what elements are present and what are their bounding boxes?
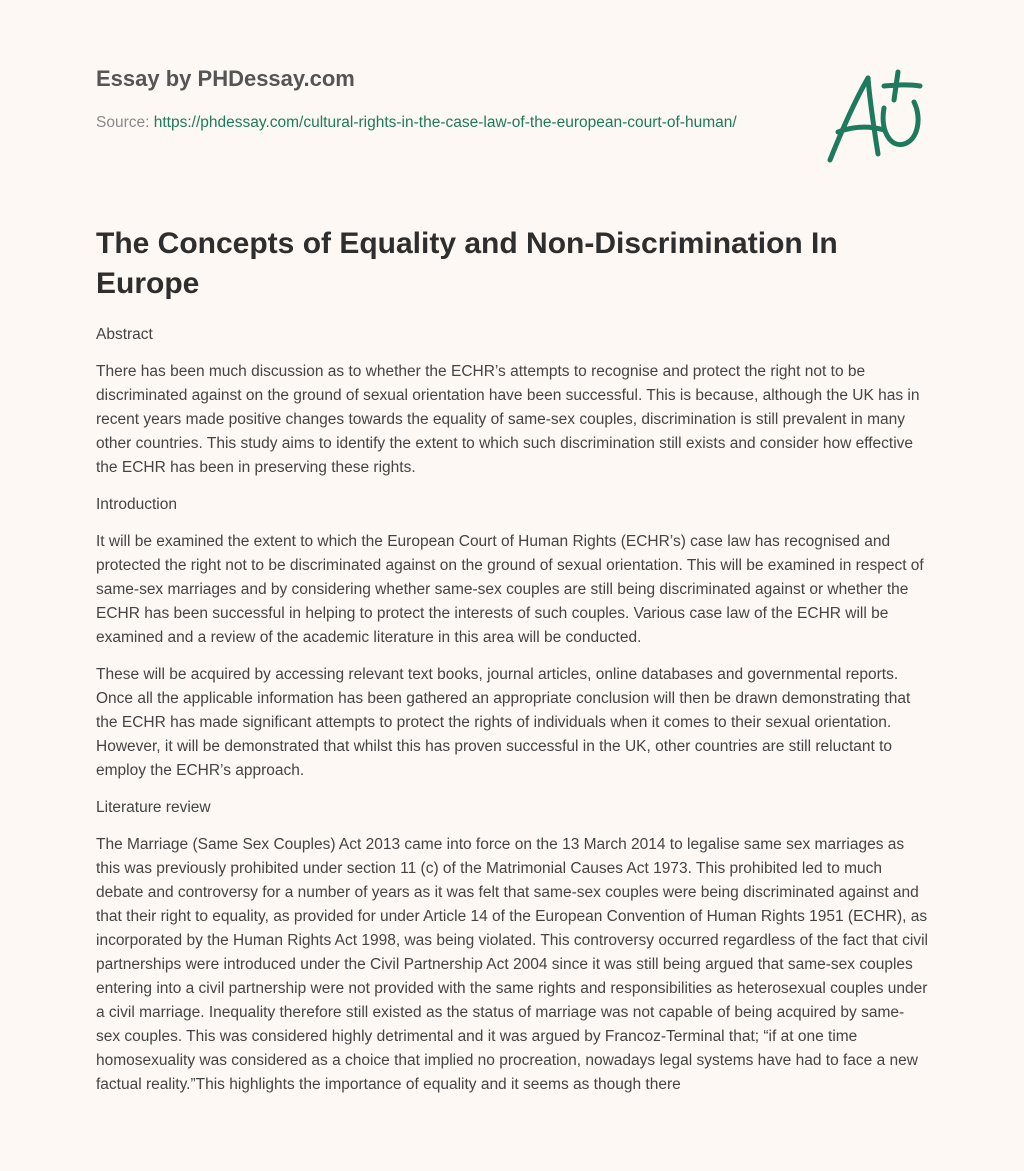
document-body bbox=[96, 323, 928, 1110]
site-title: Essay by PHDessay.com bbox=[96, 66, 355, 91]
section-heading-introduction: Introduction bbox=[96, 496, 177, 513]
source-link[interactable]: https://phdessay.com/cultural-rights-in-the-case-law-of-the-european-court-of-human/ bbox=[153, 114, 737, 131]
section-heading-literature-review: Literature review bbox=[96, 799, 211, 816]
paragraph: These will be acquired by accessing relevant text books, journal articles, online databases and governmental reports. Once all the applicable information has been gathered an appropriate conclusion will then be drawn demonstrating that the ECHR has made significant attempts to protect the rights of individuals when it comes to their sexual orientation. However, it will be demonstrated that whilst this has proven successful in the UK, other countries are still reluctant to employ the ECHR’s approach. bbox=[96, 666, 911, 779]
document-title: The Concepts of Equality and Non-Discrimination In Europe bbox=[96, 227, 838, 300]
paragraph: There has been much discussion as to whether the ECHR’s attempts to recognise and protect the right not to be discriminated against on the ground of sexual orientation have been successful. This is because, although the UK has in recent years made positive changes towards the equality of same-sex couples, discrimination is still prevalent in many other countries. This study aims to identify the extent to which such discrimination still exists and consider how effective the ECHR has been in preserving these rights. bbox=[96, 363, 920, 476]
section-heading-abstract: Abstract bbox=[96, 326, 153, 343]
source-line bbox=[96, 111, 776, 134]
paragraph: It will be examined the extent to which the European Court of Human Rights (ECHR’s) case law has recognised and protected the right not to be discriminated against on the ground of sexual orientation. This will be examined in respect of same-sex marriages and by considering whether same-sex couples are still being discriminated against or whether the ECHR has been successful in helping to protect the interests of such couples. Various case law of the ECHR will be examined and a review of the academic literature in this area will be conducted. bbox=[96, 533, 924, 646]
source-label: Source: bbox=[96, 114, 150, 131]
paragraph: The Marriage (Same Sex Couples) Act 2013 came into force on the 13 March 2014 to legalise same sex marriages as this was previously prohibited under section 11 (c) of the Matrimonial Causes Act 1973. This prohibited led to much debate and controversy for a number of years as it was felt that same-sex couples were being discriminated against and that their right to equality, as provided for under Article 14 of the European Convention of Human Rights 1951 (ECHR), as incorporated by the Human Rights Act 1998, was being violated. This controversy occurred regardless of the fact that civil partnerships were introduced under the Civil Partnership Act 2004 since it was still being argued that same-sex couples entering into a civil partnership were not provided with the same rights and responsibilities as heterosexual couples under a civil marriage. Inequality therefore still existed as the status of marriage was not capable of being acquired by same-sex couples. This was considered highly detrimental and it was argued by Francoz-Terminal that; “if at one time homosexuality was considered as a choice that implied no procreation, nowadays legal systems have had to face a new factual reality.”This highlights the importance of equality and it seems as though there bbox=[96, 836, 928, 1093]
a-plus-logo-icon bbox=[820, 68, 930, 168]
